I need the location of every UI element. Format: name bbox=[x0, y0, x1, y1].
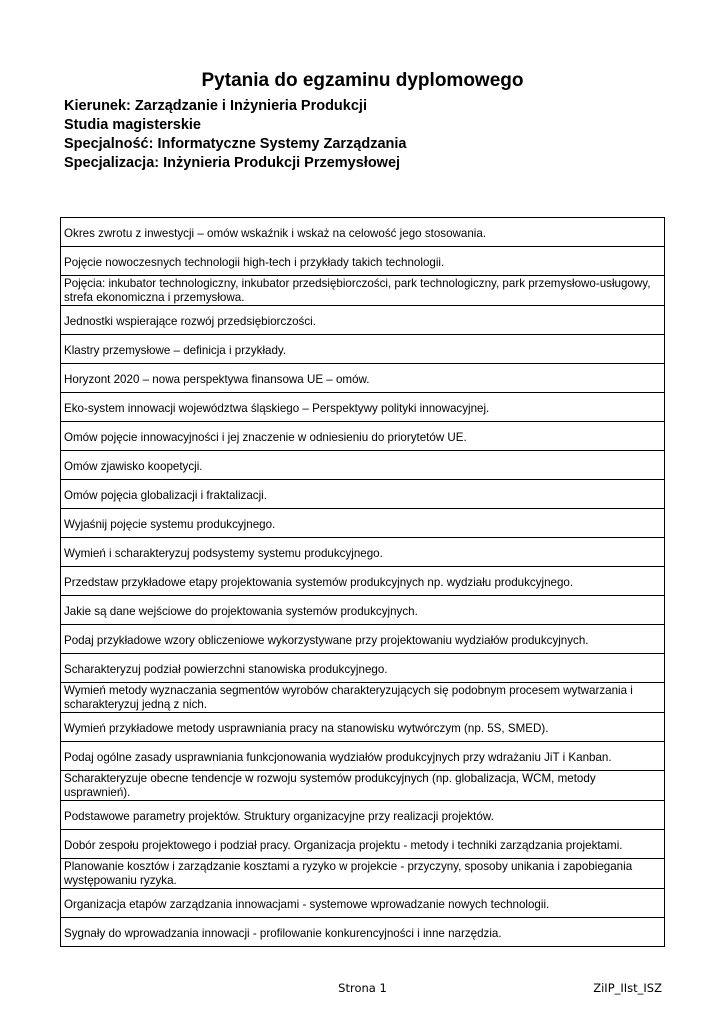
field-of-study: Kierunek: Zarządzanie i Inżynieria Produkcji bbox=[64, 98, 367, 114]
specialty: Specjalność: Informatyczne Systemy Zarządzania bbox=[64, 136, 407, 152]
question-cell: Wyjaśnij pojęcie systemu produkcyjnego. bbox=[61, 509, 665, 538]
table-row bbox=[61, 480, 665, 509]
question-cell: Planowanie kosztów i zarządzanie kosztami a ryzyko w projekcie - przyczyny, sposoby unikania i zapobiegania występowaniu ryzyka. bbox=[61, 859, 665, 889]
table-row bbox=[61, 567, 665, 596]
question-cell: Scharakteryzuje obecne tendencje w rozwoju systemów produkcyjnych (np. globalizacja, WCM, metody usprawnień). bbox=[61, 771, 665, 801]
table-row bbox=[61, 596, 665, 625]
table-row bbox=[61, 218, 665, 247]
question-cell: Podstawowe parametry projektów. Struktury organizacyjne przy realizacji projektów. bbox=[61, 801, 665, 830]
study-level: Studia magisterskie bbox=[64, 117, 201, 133]
page-number: Strona 1 bbox=[338, 981, 387, 995]
table-row bbox=[61, 335, 665, 364]
question-cell: Omów pojęcie innowacyjności i jej znaczenie w odniesieniu do priorytetów UE. bbox=[61, 422, 665, 451]
question-cell: Okres zwrotu z inwestycji – omów wskaźnik i wskaż na celowość jego stosowania. bbox=[61, 218, 665, 247]
table-row bbox=[61, 538, 665, 567]
question-cell: Klastry przemysłowe – definicja i przykłady. bbox=[61, 335, 665, 364]
document-code: ZiIP_IIst_ISZ bbox=[593, 981, 662, 995]
question-cell: Podaj przykładowe wzory obliczeniowe wykorzystywane przy projektowaniu wydziałów produkcyjnych. bbox=[61, 625, 665, 654]
question-cell: Dobór zespołu projektowego i podział pracy. Organizacja projektu - metody i techniki zarządzania projektami. bbox=[61, 830, 665, 859]
table-row bbox=[61, 801, 665, 830]
question-cell: Pojęcie nowoczesnych technologii high-tech i przykłady takich technologii. bbox=[61, 247, 665, 276]
table-row bbox=[61, 451, 665, 480]
table-row bbox=[61, 654, 665, 683]
question-cell: Wymień i scharakteryzuj podsystemy systemu produkcyjnego. bbox=[61, 538, 665, 567]
table-row bbox=[61, 742, 665, 771]
question-cell: Omów zjawisko koopetycji. bbox=[61, 451, 665, 480]
table-row bbox=[61, 509, 665, 538]
table-row bbox=[61, 713, 665, 742]
question-cell: Sygnały do wprowadzania innowacji - profilowanie konkurencyjności i inne narzędzia. bbox=[61, 918, 665, 947]
table-row bbox=[61, 771, 665, 801]
question-cell: Przedstaw przykładowe etapy projektowania systemów produkcyjnych np. wydziału produkcyjnego. bbox=[61, 567, 665, 596]
table-row bbox=[61, 625, 665, 654]
question-cell: Jakie są dane wejściowe do projektowania systemów produkcyjnych. bbox=[61, 596, 665, 625]
question-cell: Jednostki wspierające rozwój przedsiębiorczości. bbox=[61, 306, 665, 335]
question-cell: Scharakteryzuj podział powierzchni stanowiska produkcyjnego. bbox=[61, 654, 665, 683]
document-title: Pytania do egzaminu dyplomowego bbox=[201, 70, 524, 91]
question-cell: Pojęcia: inkubator technologiczny, inkubator przedsiębiorczości, park technologiczny, park przemysłowo-usługowy, strefa ekonomiczna i przemysłowa. bbox=[61, 276, 665, 306]
table-row bbox=[61, 393, 665, 422]
question-cell: Eko-system innowacji województwa śląskiego – Perspektywy polityki innowacyjnej. bbox=[61, 393, 665, 422]
questions-table bbox=[60, 217, 665, 947]
table-row bbox=[61, 830, 665, 859]
question-cell: Horyzont 2020 – nowa perspektywa finansowa UE – omów. bbox=[61, 364, 665, 393]
program-info bbox=[64, 97, 407, 173]
table-row bbox=[61, 247, 665, 276]
table-row bbox=[61, 276, 665, 306]
table-row bbox=[61, 422, 665, 451]
question-cell: Organizacja etapów zarządzania innowacjami - systemowe wprowadzanie nowych technologii. bbox=[61, 889, 665, 918]
table-row bbox=[61, 889, 665, 918]
question-cell: Wymień przykładowe metody usprawniania pracy na stanowisku wytwórczym (np. 5S, SMED). bbox=[61, 713, 665, 742]
question-cell: Omów pojęcia globalizacji i fraktalizacji. bbox=[61, 480, 665, 509]
table-row bbox=[61, 918, 665, 947]
table-row bbox=[61, 683, 665, 713]
table-row bbox=[61, 306, 665, 335]
table-row bbox=[61, 364, 665, 393]
question-cell: Wymień metody wyznaczania segmentów wyrobów charakteryzujących się podobnym procesem wytwarzania i scharakteryzuj jedną z nich. bbox=[61, 683, 665, 713]
table-row bbox=[61, 859, 665, 889]
question-cell: Podaj ogólne zasady usprawniania funkcjonowania wydziałów produkcyjnych przy wdrażaniu JiT i Kanban. bbox=[61, 742, 665, 771]
specialization: Specjalizacja: Inżynieria Produkcji Przemysłowej bbox=[64, 155, 401, 171]
